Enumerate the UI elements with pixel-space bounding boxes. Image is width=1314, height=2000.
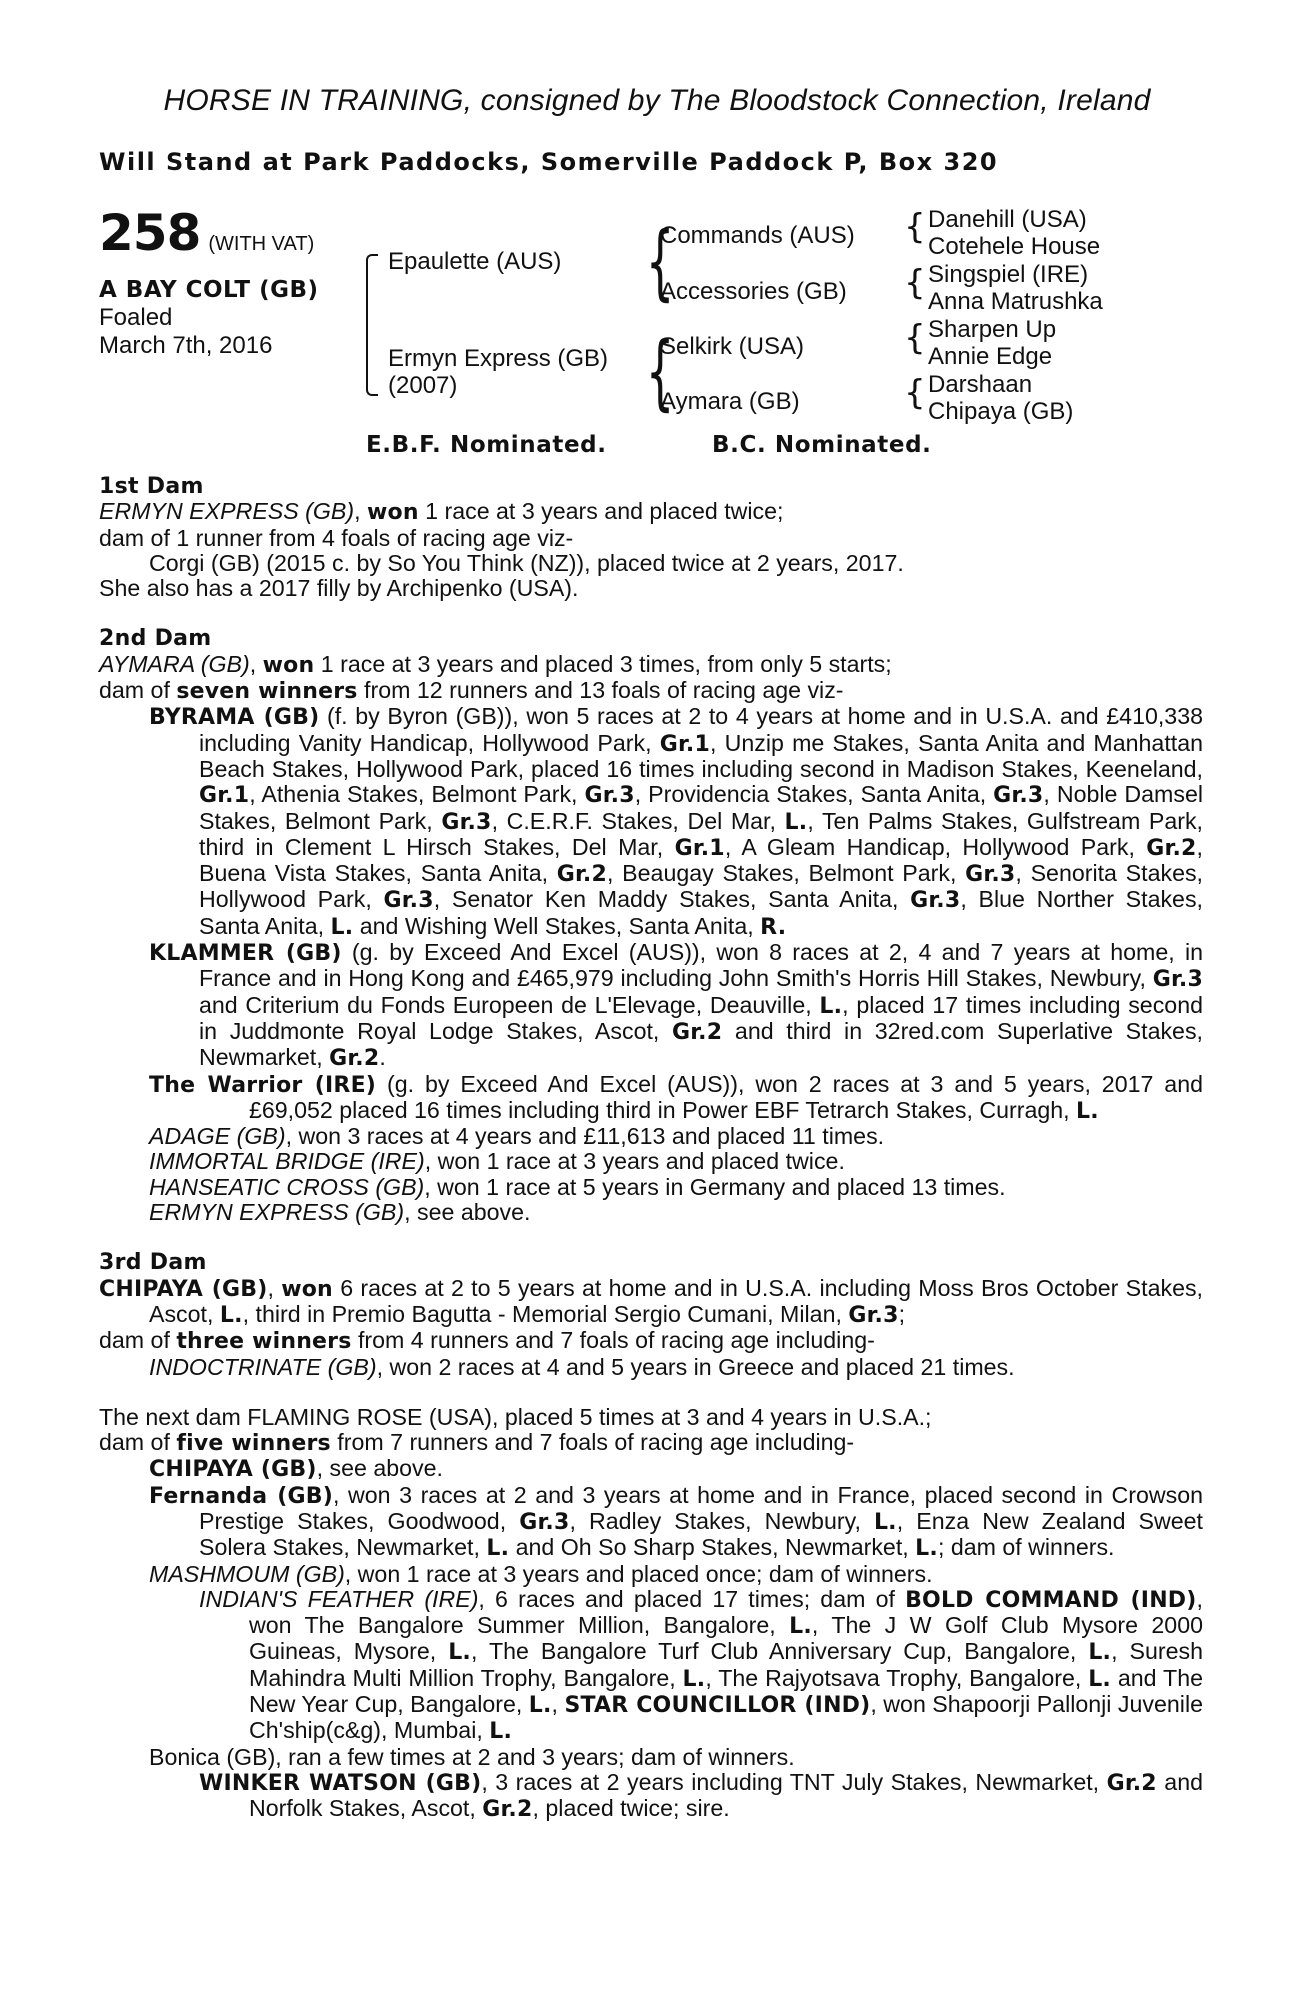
great-grandparent-8: Chipaya (GB) xyxy=(928,398,1074,425)
third-dam-produce-line: dam of three winners from 4 runners and 7 foals of racing age including- xyxy=(99,1327,875,1355)
mashmoum-entry: MASHMOUM (GB), won 1 race at 3 years and placed once; dam of winners. xyxy=(149,1560,933,1587)
immortal-bridge-entry: IMMORTAL BRIDGE (IRE), won 1 race at 3 years and placed twice. xyxy=(149,1148,845,1175)
klammer-entry: KLAMMER (GB) (g. by Exceed And Excel (AUS)), won 8 races at 2, 4 and 7 years at home, in France and in Hong Kong and £465,979 including John Smith's Horris Hill Stakes, Newbury, Gr.3 and Criterium du Fonds Europeen de L'Elevage, Deauville, L., placed 17 times including second in Juddmonte Royal Lodge Stakes, Ascot, Gr.2 and third in 32red.com Superlative Stakes, Newmarket, Gr.2. xyxy=(149,939,1204,1072)
dam-sire-brace: { xyxy=(645,325,675,420)
first-dam-heading: 1st Dam xyxy=(99,474,204,499)
first-dam-note: She also has a 2017 filly by Archipenko (USA). xyxy=(99,575,579,602)
foaled-label: Foaled xyxy=(99,304,173,331)
g-brace-2: { xyxy=(904,263,926,303)
pedigree-notes xyxy=(99,474,1203,1823)
second-dam-produce-line: dam of seven winners from 12 runners and 13 foals of racing age viz- xyxy=(99,677,844,705)
indoctrinate-entry: INDOCTRINATE (GB), won 2 races at 4 and 5 years in Greece and placed 21 times. xyxy=(149,1353,1015,1380)
dam: Ermyn Express (GB) xyxy=(388,345,609,372)
g-brace-4: { xyxy=(904,373,926,413)
sire-sire: Commands (AUS) xyxy=(660,222,855,249)
location-line: Will Stand at Park Paddocks, Somerville Paddock P, Box 320 xyxy=(99,148,999,176)
byrama-entry: BYRAMA (GB) (f. by Byron (GB)), won 5 races at 2 to 4 years at home and in U.S.A. and £410,338 including Vanity Handicap, Hollywood Park, Gr.1, Unzip me Stakes, Santa Anita and Manhattan Beach Stakes, Hollywood Park, placed 16 times including second in Madison Stakes, Keeneland, Gr.1, Athenia Stakes, Belmont Park, Gr.3, Providencia Stakes, Santa Anita, Gr.3, Noble Damsel Stakes, Belmont Park, Gr.3, C.E.R.F. Stakes, Del Mar, L., Ten Palms Stakes, Gulfstream Park, third in Clement L Hirsch Stakes, Del Mar, Gr.1, A Gleam Handicap, Hollywood Park, Gr.2, Buena Vista Stakes, Santa Anita, Gr.2, Beaugay Stakes, Belmont Park, Gr.3, Senorita Stakes, Hollywood Park, Gr.3, Senator Ken Maddy Stakes, Santa Anita, Gr.3, Blue Norther Stakes, Santa Anita, L. and Wishing Well Stakes, Santa Anita, R. xyxy=(149,703,1203,940)
third-dam-heading: 3rd Dam xyxy=(99,1250,207,1276)
vat-note: (WITH VAT) xyxy=(208,233,315,255)
horse-description: A BAY COLT (GB) xyxy=(99,277,319,303)
warrior-entry: The Warrior (IRE) (g. by Exceed And Excel (AUS)), won 2 races at 3 and 5 years, 2017 and £69,052 placed 16 times including third in Power EBF Tetrarch Stakes, Curragh, L. xyxy=(149,1070,1203,1124)
indians-feather-entry: INDIAN'S FEATHER (IRE), 6 races and placed 17 times; dam of BOLD COMMAND (IND), won The Bangalore Summer Million, Bangalore, L., The J W Golf Club Mysore 2000 Guineas, Mysore, L., The Bangalore Turf Club Anniversary Cup, Bangalore, L., Suresh Mahindra Multi Million Trophy, Bangalore, L., The Rajyotsava Trophy, Bangalore, L. and The New Year Cup, Bangalore, L., STAR COUNCILLOR (IND), won Shapoorji Pallonji Juvenile Ch'ship(c&g), Mumbai, L. xyxy=(199,1585,1204,1745)
great-grandparent-7: Darshaan xyxy=(928,371,1033,398)
g-brace-1: { xyxy=(904,207,926,247)
great-grandparent-3: Singspiel (IRE) xyxy=(928,261,1089,288)
adage-entry: ADAGE (GB), won 3 races at 4 years and £11,613 and placed 11 times. xyxy=(149,1123,885,1150)
bc-nominated: B.C. Nominated. xyxy=(712,432,932,458)
sire-dam: Accessories (GB) xyxy=(660,278,847,305)
sire-brace-top xyxy=(366,254,378,336)
great-grandparent-5: Sharpen Up xyxy=(928,316,1057,343)
great-grandparent-6: Annie Edge xyxy=(928,343,1053,370)
great-grandparent-1: Danehill (USA) xyxy=(928,206,1087,233)
next-dam-line: The next dam FLAMING ROSE (USA), placed 5 times at 3 and 4 years in U.S.A.; xyxy=(99,1403,932,1430)
chipaya-line: CHIPAYA (GB), won 6 races at 2 to 5 years at home and in U.S.A. including Moss Bros October Stakes, Ascot, L., third in Premio Bagutta - Memorial Sergio Cumani, Milan, Gr.3; xyxy=(99,1274,1203,1328)
dam-brace-bottom xyxy=(366,334,378,396)
next-dam-produce-line: dam of five winners from 7 runners and 7 foals of racing age including- xyxy=(99,1429,855,1457)
first-dam-produce-line: dam of 1 runner from 4 foals of racing age viz- xyxy=(99,524,574,551)
second-dam-heading: 2nd Dam xyxy=(99,626,212,652)
chipaya-see-above: CHIPAYA (GB), see above. xyxy=(149,1455,443,1483)
great-grandparent-2: Cotehele House xyxy=(928,233,1101,260)
g-brace-3: { xyxy=(904,318,926,358)
second-dam-line: AYMARA (GB), won 1 race at 3 years and placed 3 times, from only 5 starts; xyxy=(99,650,892,678)
lot-heading xyxy=(99,204,314,262)
lot-number: 258 xyxy=(99,204,201,262)
consignment-line: HORSE IN TRAINING, consigned by The Bloodstock Connection, Ireland xyxy=(163,84,1151,117)
dam-sire: Selkirk (USA) xyxy=(660,333,805,360)
ebf-nominated: E.B.F. Nominated. xyxy=(366,432,607,458)
first-dam-foal: Corgi (GB) (2015 c. by So You Think (NZ)), placed twice at 2 years, 2017. xyxy=(149,549,904,576)
ermyn-express-entry: ERMYN EXPRESS (GB), see above. xyxy=(149,1199,531,1226)
great-grandparent-4: Anna Matrushka xyxy=(928,288,1103,315)
sire: Epaulette (AUS) xyxy=(388,248,562,275)
dam-dam: Aymara (GB) xyxy=(660,388,800,415)
dam-year: (2007) xyxy=(388,372,458,399)
hanseatic-cross-entry: HANSEATIC CROSS (GB), won 1 race at 5 years in Germany and placed 13 times. xyxy=(149,1173,1006,1200)
sire-sire-brace: { xyxy=(645,215,675,310)
winker-watson-entry: WINKER WATSON (GB), 3 races at 2 years including TNT July Stakes, Newmarket, Gr.2 and Norfolk Stakes, Ascot, Gr.2, placed twice; sire. xyxy=(199,1768,1203,1823)
fernanda-entry: Fernanda (GB), won 3 races at 2 and 3 years at home and in France, placed second in Crowson Prestige Stakes, Goodwood, Gr.3, Radley Stakes, Newbury, L., Enza New Zealand Sweet Solera Stakes, Newmarket, L. and Oh So Sharp Stakes, Newmarket, L.; dam of winners. xyxy=(149,1481,1204,1562)
foaled-date: March 7th, 2016 xyxy=(99,332,273,359)
first-dam-line: ERMYN EXPRESS (GB), won 1 race at 3 years and placed twice; xyxy=(99,498,784,526)
bonica-entry: Bonica (GB), ran a few times at 2 and 3 years; dam of winners. xyxy=(149,1743,795,1770)
